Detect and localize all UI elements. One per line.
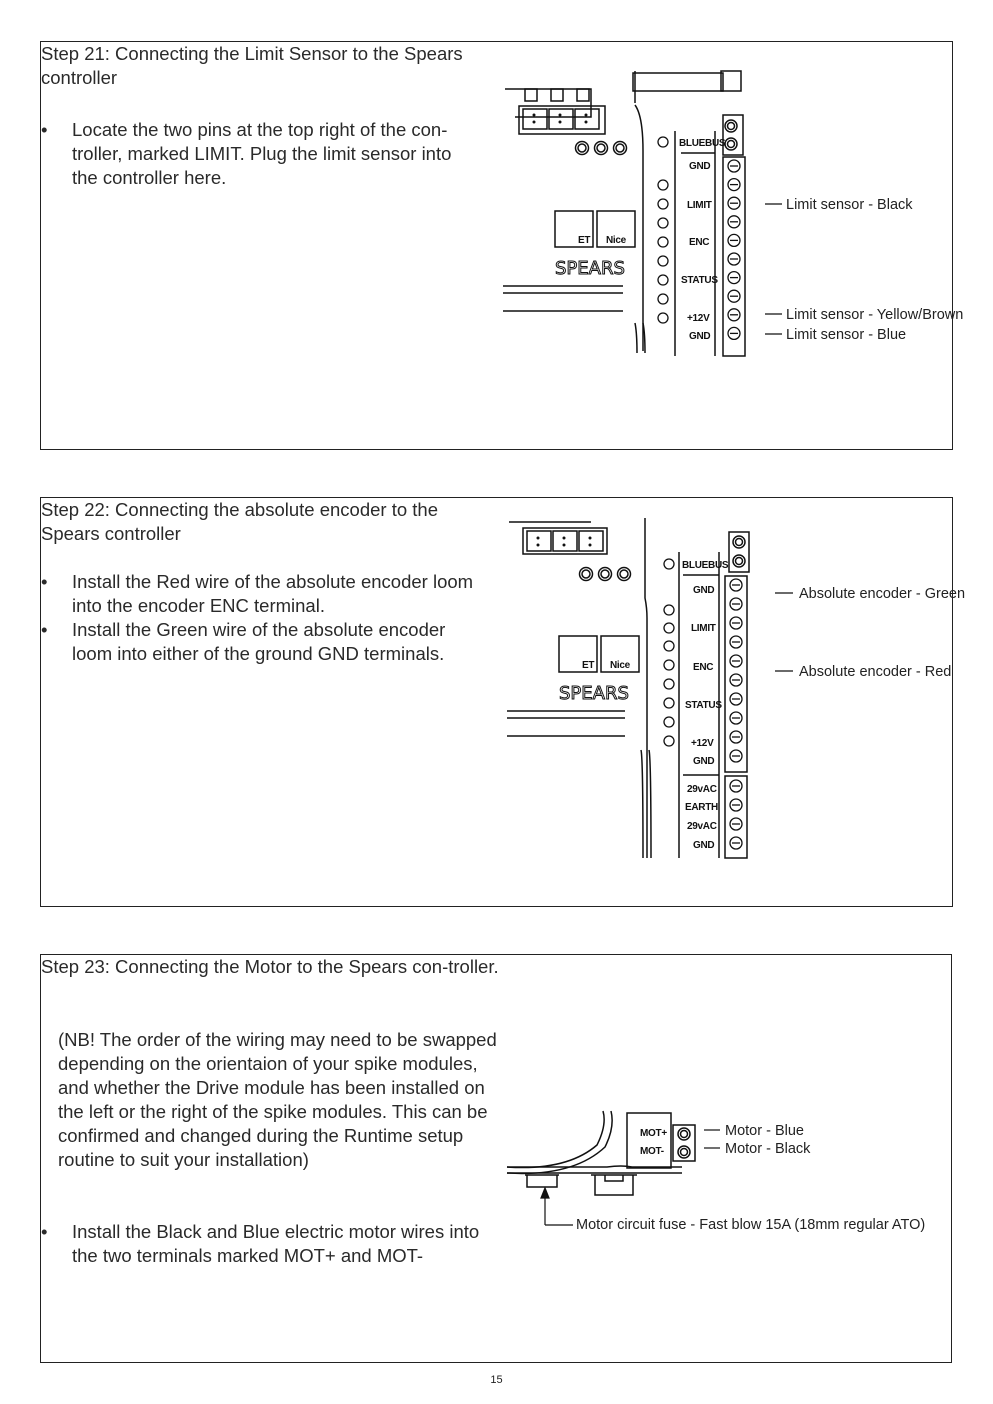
- step-23-note: (NB! The order of the wiring may need to be swapped depending on the orientaion of your spike modules, and whether the Drive module has been installed on the left or the right of the spike modules. This can be confirmed and changed during the Runtime setup routine to suit your installation): [58, 1029, 497, 1170]
- terminal-label-29vac-2: 29vAC: [687, 821, 717, 832]
- terminal-label-gnd: GND: [693, 585, 715, 596]
- terminal-label-29vac: 29vAC: [687, 784, 717, 795]
- terminal-label-gnd-2: GND: [693, 756, 715, 767]
- page-number: 15: [490, 1374, 503, 1386]
- callout-motor-black: Motor - Black: [725, 1141, 811, 1157]
- callout-motor-blue: Motor - Blue: [725, 1123, 804, 1139]
- terminal-label-gnd-2: GND: [689, 331, 711, 342]
- terminal-label-enc: ENC: [689, 237, 710, 248]
- terminal-label-limit: LIMIT: [687, 200, 712, 211]
- nice-label: Nice: [610, 660, 630, 671]
- callout-motor-fuse: Motor circuit fuse - Fast blow 15A (18mm regular ATO): [576, 1217, 926, 1233]
- step-23-title: Step 23: Connecting the Motor to the Spears con-troller.: [41, 956, 499, 977]
- limit-sensor-wiring-diagram: [503, 71, 964, 356]
- callout-limit-blue: Limit sensor - Blue: [786, 327, 907, 343]
- terminal-label-earth: EARTH: [685, 802, 718, 813]
- step-21-title: Step 21: Connecting the Limit Sensor to the Spears controller: [41, 43, 463, 88]
- terminal-label-12v: +12V: [691, 738, 714, 749]
- et-label: ET: [578, 235, 591, 246]
- terminal-label-bluebus: BLUEBUS: [682, 560, 729, 571]
- motor-wiring-diagram: [507, 1105, 952, 1235]
- terminal-label-gnd: GND: [689, 161, 711, 172]
- step-23-bullet-1: • Install the Black and Blue electric motor wires into the two terminals marked MOT+ and MOT-: [41, 1220, 486, 1268]
- step-21-bullet-1: • Locate the two pins at the top right of the con-troller, marked LIMIT. Plug the limit sensor into the controller here.: [41, 118, 481, 190]
- terminal-label-gnd-3: GND: [693, 840, 715, 851]
- step-22-bullet-2: • Install the Green wire of the absolute encoder loom into either of the ground GND terminals.: [41, 618, 481, 666]
- terminal-label-status: STATUS: [681, 275, 718, 286]
- callout-encoder-red: Absolute encoder - Red: [799, 664, 952, 680]
- step-22-bullet-1: • Install the Red wire of the absolute encoder loom into the encoder ENC terminal.: [41, 570, 481, 618]
- step-21-bullets: [41, 118, 481, 190]
- terminal-label-mot-plus: MOT+: [640, 1128, 667, 1139]
- callout-limit-yellow-brown: Limit sensor - Yellow/Brown: [786, 307, 964, 323]
- callout-limit-black: Limit sensor - Black: [786, 197, 913, 213]
- callout-encoder-green: Absolute encoder - Green: [799, 586, 966, 602]
- terminal-label-bluebus: BLUEBUS: [679, 138, 726, 149]
- terminal-label-12v: +12V: [687, 313, 710, 324]
- step-23-panel: [40, 954, 952, 1363]
- terminal-label-limit: LIMIT: [691, 623, 716, 634]
- nice-label: Nice: [606, 235, 626, 246]
- step-21-panel: [40, 41, 964, 450]
- spears-logo: SPEARS: [559, 683, 629, 704]
- absolute-encoder-wiring-diagram: [507, 518, 966, 858]
- terminal-label-enc: ENC: [693, 662, 714, 673]
- et-label: ET: [582, 660, 595, 671]
- terminal-label-mot-minus: MOT-: [640, 1146, 664, 1157]
- step-23-bullets: [41, 1220, 486, 1268]
- spears-logo: SPEARS: [555, 258, 625, 279]
- step-22-title: Step 22: Connecting the absolute encoder to the Spears controller: [41, 499, 439, 544]
- step-22-panel: [40, 497, 966, 907]
- terminal-label-status: STATUS: [685, 700, 722, 711]
- step-22-bullets: [41, 570, 481, 666]
